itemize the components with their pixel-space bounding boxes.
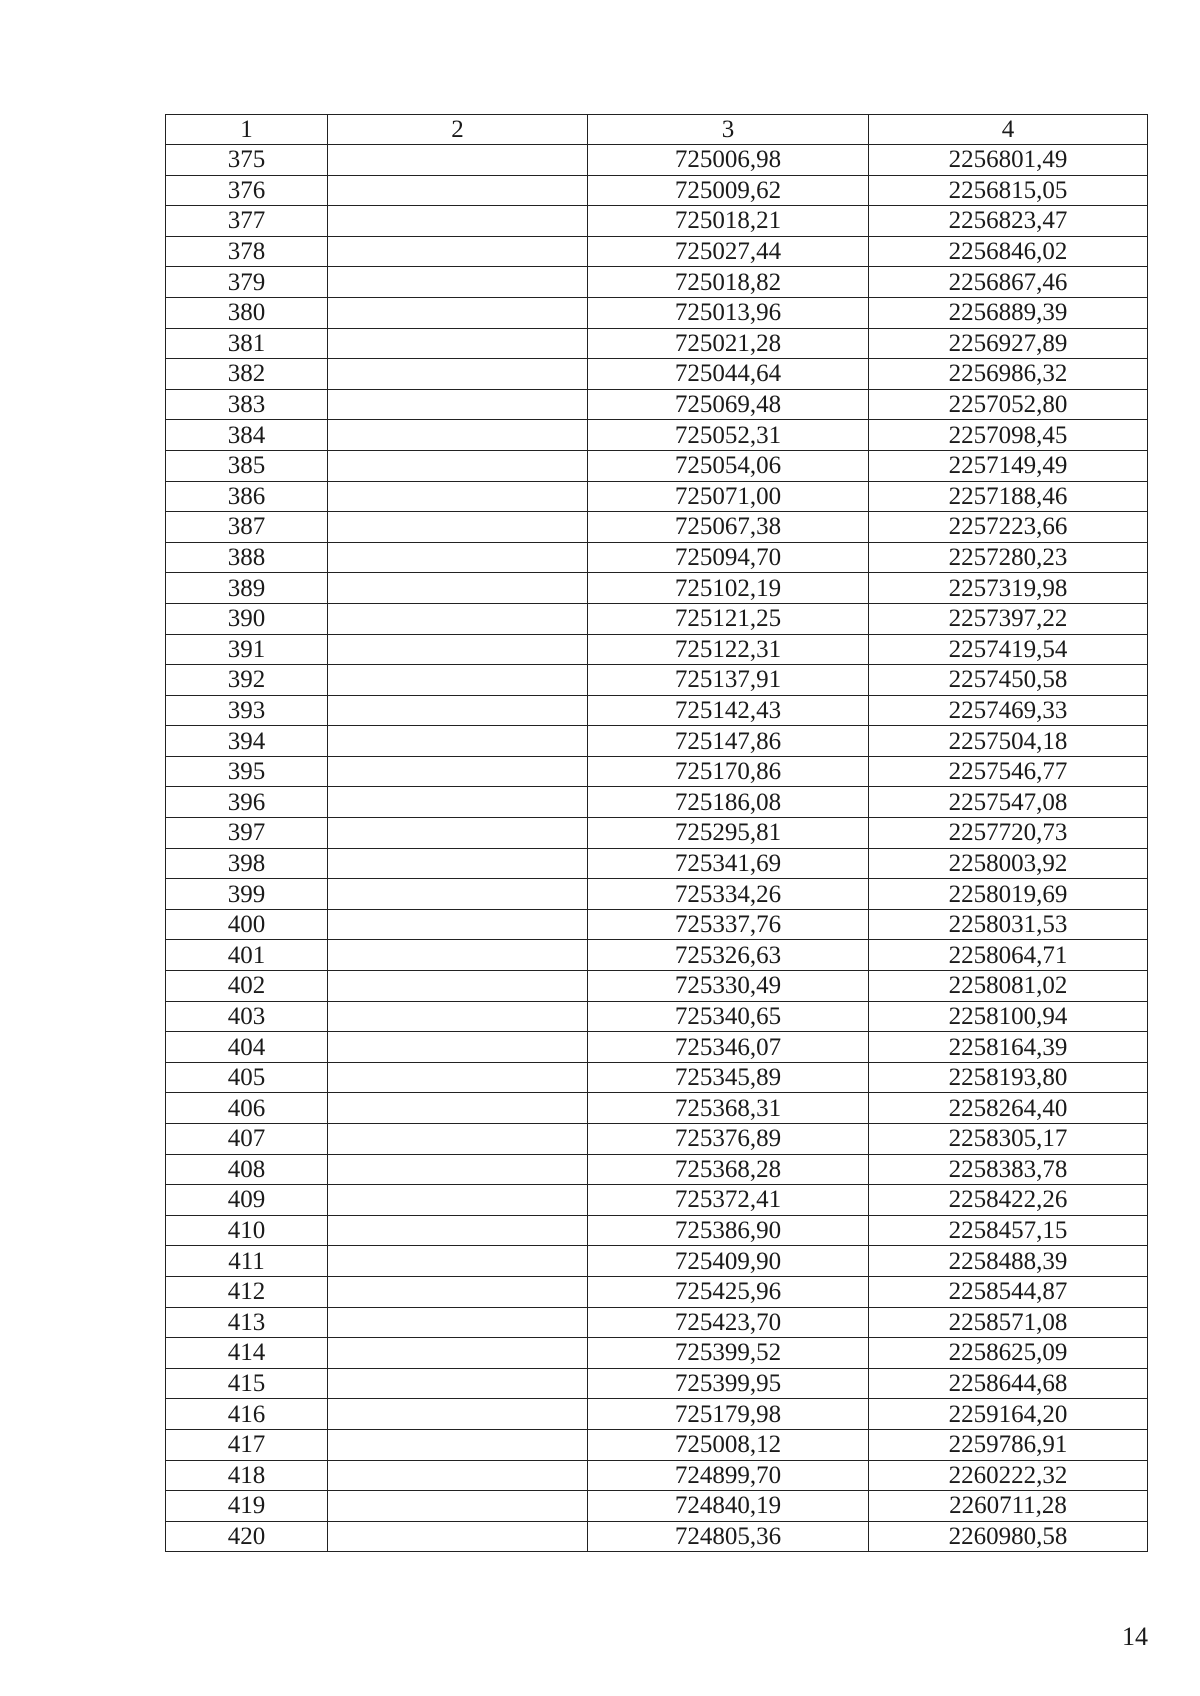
table-cell-col-3: 725006,98 (588, 145, 869, 176)
table-cell-col-2 (328, 787, 588, 818)
table-cell-col-1: 410 (166, 1215, 328, 1246)
table-cell-col-4: 2258264,40 (869, 1093, 1148, 1124)
table-cell-col-2 (328, 450, 588, 481)
table-cell-col-4: 2257504,18 (869, 726, 1148, 757)
table-cell-col-2 (328, 1429, 588, 1460)
table-cell-col-2 (328, 726, 588, 757)
table-row (166, 695, 1148, 726)
table-row (166, 940, 1148, 971)
table-row (166, 1276, 1148, 1307)
table-cell-col-2 (328, 420, 588, 451)
table-cell-col-3: 725346,07 (588, 1032, 869, 1063)
table-cell-col-1: 389 (166, 573, 328, 604)
table-cell-col-4: 2260222,32 (869, 1460, 1148, 1491)
table-cell-col-1: 375 (166, 145, 328, 176)
table-cell-col-2 (328, 1093, 588, 1124)
table-row (166, 1154, 1148, 1185)
table-cell-col-1: 409 (166, 1185, 328, 1216)
table-cell-col-4: 2258100,94 (869, 1001, 1148, 1032)
table-cell-col-4: 2256867,46 (869, 267, 1148, 298)
table-cell-col-3: 725295,81 (588, 818, 869, 849)
table-cell-col-2 (328, 1124, 588, 1155)
table-cell-col-3: 725409,90 (588, 1246, 869, 1277)
table-cell-col-4: 2257098,45 (869, 420, 1148, 451)
table-cell-col-2 (328, 1185, 588, 1216)
table-cell-col-1: 401 (166, 940, 328, 971)
table-cell-col-1: 390 (166, 603, 328, 634)
table-cell-col-3: 725337,76 (588, 909, 869, 940)
table-cell-col-4: 2258031,53 (869, 909, 1148, 940)
table-row (166, 848, 1148, 879)
table-cell-col-1: 415 (166, 1368, 328, 1399)
table-row (166, 145, 1148, 176)
table-cell-col-1: 384 (166, 420, 328, 451)
table-row (166, 1460, 1148, 1491)
table-cell-col-2 (328, 297, 588, 328)
table-cell-col-2 (328, 909, 588, 940)
table-row (166, 206, 1148, 237)
table-cell-col-2 (328, 1215, 588, 1246)
table-row (166, 1521, 1148, 1552)
table-cell-col-4: 2258644,68 (869, 1368, 1148, 1399)
table-cell-col-2 (328, 818, 588, 849)
table-cell-col-1: 395 (166, 756, 328, 787)
table-row (166, 1062, 1148, 1093)
table-cell-col-2 (328, 756, 588, 787)
table-cell-col-2 (328, 1460, 588, 1491)
table-cell-col-4: 2258081,02 (869, 971, 1148, 1002)
table-cell-col-4: 2257052,80 (869, 389, 1148, 420)
table-cell-col-4: 2257419,54 (869, 634, 1148, 665)
table-row (166, 297, 1148, 328)
table-cell-col-1: 386 (166, 481, 328, 512)
table-cell-col-1: 398 (166, 848, 328, 879)
table-row (166, 1368, 1148, 1399)
table-cell-col-2 (328, 1491, 588, 1522)
column-header-3: 3 (588, 115, 869, 145)
table-cell-col-4: 2258625,09 (869, 1338, 1148, 1369)
table-cell-col-1: 379 (166, 267, 328, 298)
table-cell-col-4: 2258571,08 (869, 1307, 1148, 1338)
table-cell-col-1: 412 (166, 1276, 328, 1307)
table-cell-col-3: 725399,95 (588, 1368, 869, 1399)
table-cell-col-3: 725345,89 (588, 1062, 869, 1093)
table-cell-col-3: 725334,26 (588, 879, 869, 910)
table-cell-col-1: 420 (166, 1521, 328, 1552)
table-row (166, 236, 1148, 267)
column-header-4: 4 (869, 115, 1148, 145)
table-row (166, 1032, 1148, 1063)
table-cell-col-1: 392 (166, 665, 328, 696)
table-cell-col-4: 2258003,92 (869, 848, 1148, 879)
table-cell-col-3: 725069,48 (588, 389, 869, 420)
table-cell-col-4: 2257280,23 (869, 542, 1148, 573)
table-cell-col-4: 2256927,89 (869, 328, 1148, 359)
table-cell-col-2 (328, 1276, 588, 1307)
table-cell-col-4: 2259786,91 (869, 1429, 1148, 1460)
table-cell-col-4: 2257547,08 (869, 787, 1148, 818)
table-cell-col-1: 391 (166, 634, 328, 665)
table-cell-col-2 (328, 695, 588, 726)
table-cell-col-3: 724899,70 (588, 1460, 869, 1491)
table-cell-col-2 (328, 1001, 588, 1032)
table-cell-col-4: 2258383,78 (869, 1154, 1148, 1185)
table-cell-col-4: 2257720,73 (869, 818, 1148, 849)
table-cell-col-1: 385 (166, 450, 328, 481)
table-cell-col-4: 2257469,33 (869, 695, 1148, 726)
table-cell-col-3: 725186,08 (588, 787, 869, 818)
table-cell-col-4: 2257188,46 (869, 481, 1148, 512)
table-row (166, 1001, 1148, 1032)
table-cell-col-1: 380 (166, 297, 328, 328)
table-cell-col-4: 2257397,22 (869, 603, 1148, 634)
table-row (166, 542, 1148, 573)
table-cell-col-3: 725147,86 (588, 726, 869, 757)
table-cell-col-3: 725142,43 (588, 695, 869, 726)
table-cell-col-3: 725330,49 (588, 971, 869, 1002)
table-cell-col-1: 418 (166, 1460, 328, 1491)
table-row (166, 267, 1148, 298)
table-cell-col-2 (328, 879, 588, 910)
table-row (166, 1491, 1148, 1522)
table-cell-col-4: 2257319,98 (869, 573, 1148, 604)
table-cell-col-3: 725170,86 (588, 756, 869, 787)
table-cell-col-1: 388 (166, 542, 328, 573)
table-cell-col-2 (328, 1154, 588, 1185)
table-cell-col-3: 725179,98 (588, 1399, 869, 1430)
table-cell-col-4: 2256846,02 (869, 236, 1148, 267)
table-row (166, 909, 1148, 940)
table-cell-col-4: 2260980,58 (869, 1521, 1148, 1552)
table-cell-col-2 (328, 542, 588, 573)
table-row (166, 1124, 1148, 1155)
table-cell-col-3: 724840,19 (588, 1491, 869, 1522)
table-cell-col-3: 725027,44 (588, 236, 869, 267)
table-row (166, 1246, 1148, 1277)
table-cell-col-2 (328, 940, 588, 971)
table-cell-col-1: 407 (166, 1124, 328, 1155)
table-cell-col-3: 725067,38 (588, 512, 869, 543)
table-cell-col-3: 725008,12 (588, 1429, 869, 1460)
table-cell-col-2 (328, 328, 588, 359)
table-cell-col-1: 405 (166, 1062, 328, 1093)
table-cell-col-4: 2256889,39 (869, 297, 1148, 328)
table-cell-col-1: 400 (166, 909, 328, 940)
table-cell-col-4: 2256815,05 (869, 175, 1148, 206)
table-cell-col-2 (328, 1368, 588, 1399)
table-cell-col-2 (328, 145, 588, 176)
table-cell-col-1: 378 (166, 236, 328, 267)
table-cell-col-4: 2258193,80 (869, 1062, 1148, 1093)
table-cell-col-1: 404 (166, 1032, 328, 1063)
table-cell-col-2 (328, 603, 588, 634)
table-row (166, 1093, 1148, 1124)
table-row (166, 328, 1148, 359)
table-row (166, 1399, 1148, 1430)
table-row (166, 1185, 1148, 1216)
table-cell-col-3: 725340,65 (588, 1001, 869, 1032)
table-row (166, 450, 1148, 481)
table-cell-col-2 (328, 359, 588, 390)
table-cell-col-1: 416 (166, 1399, 328, 1430)
table-row (166, 1429, 1148, 1460)
table-cell-col-2 (328, 1399, 588, 1430)
table-cell-col-3: 725372,41 (588, 1185, 869, 1216)
table-cell-col-1: 396 (166, 787, 328, 818)
table-cell-col-1: 383 (166, 389, 328, 420)
table-cell-col-1: 399 (166, 879, 328, 910)
table-cell-col-2 (328, 267, 588, 298)
table-cell-col-4: 2257223,66 (869, 512, 1148, 543)
table-cell-col-2 (328, 481, 588, 512)
table-cell-col-1: 402 (166, 971, 328, 1002)
table-row (166, 1307, 1148, 1338)
table-cell-col-1: 413 (166, 1307, 328, 1338)
table-cell-col-4: 2258064,71 (869, 940, 1148, 971)
table-cell-col-3: 725071,00 (588, 481, 869, 512)
table-cell-col-1: 406 (166, 1093, 328, 1124)
table-row (166, 971, 1148, 1002)
table-cell-col-2 (328, 512, 588, 543)
table-cell-col-3: 725137,91 (588, 665, 869, 696)
table-cell-col-2 (328, 1521, 588, 1552)
table-cell-col-1: 408 (166, 1154, 328, 1185)
table-cell-col-1: 394 (166, 726, 328, 757)
table-cell-col-3: 725368,28 (588, 1154, 869, 1185)
table-cell-col-4: 2258019,69 (869, 879, 1148, 910)
table-row (166, 359, 1148, 390)
table-row (166, 603, 1148, 634)
table-cell-col-2 (328, 971, 588, 1002)
table-row (166, 512, 1148, 543)
table-cell-col-2 (328, 573, 588, 604)
table-cell-col-1: 403 (166, 1001, 328, 1032)
table-row (166, 665, 1148, 696)
table-cell-col-3: 725052,31 (588, 420, 869, 451)
table-cell-col-2 (328, 1032, 588, 1063)
table-cell-col-1: 397 (166, 818, 328, 849)
table-cell-col-3: 725376,89 (588, 1124, 869, 1155)
table-row (166, 634, 1148, 665)
table-header-row (166, 115, 1148, 145)
table-row (166, 573, 1148, 604)
table-cell-col-1: 414 (166, 1338, 328, 1369)
table-cell-col-3: 725094,70 (588, 542, 869, 573)
table-cell-col-2 (328, 1307, 588, 1338)
table-cell-col-3: 724805,36 (588, 1521, 869, 1552)
table-row (166, 726, 1148, 757)
table-cell-col-4: 2258305,17 (869, 1124, 1148, 1155)
table-cell-col-3: 725044,64 (588, 359, 869, 390)
table-cell-col-3: 725341,69 (588, 848, 869, 879)
table-cell-col-3: 725018,21 (588, 206, 869, 237)
page-number: 14 (1122, 1622, 1148, 1651)
table-cell-col-4: 2256801,49 (869, 145, 1148, 176)
table-cell-col-3: 725368,31 (588, 1093, 869, 1124)
table-cell-col-3: 725326,63 (588, 940, 869, 971)
table-cell-col-4: 2260711,28 (869, 1491, 1148, 1522)
table-cell-col-1: 377 (166, 206, 328, 237)
table-cell-col-1: 419 (166, 1491, 328, 1522)
table-cell-col-2 (328, 634, 588, 665)
table-cell-col-4: 2256986,32 (869, 359, 1148, 390)
table-row (166, 481, 1148, 512)
table-cell-col-4: 2258457,15 (869, 1215, 1148, 1246)
table-cell-col-3: 725018,82 (588, 267, 869, 298)
table-row (166, 1338, 1148, 1369)
table-cell-col-1: 411 (166, 1246, 328, 1277)
table-row (166, 756, 1148, 787)
table-cell-col-2 (328, 1246, 588, 1277)
table-cell-col-4: 2257546,77 (869, 756, 1148, 787)
table-cell-col-3: 725423,70 (588, 1307, 869, 1338)
table-cell-col-2 (328, 848, 588, 879)
table-cell-col-1: 417 (166, 1429, 328, 1460)
table-cell-col-3: 725013,96 (588, 297, 869, 328)
table-cell-col-4: 2258164,39 (869, 1032, 1148, 1063)
table-row (166, 1215, 1148, 1246)
table-cell-col-3: 725399,52 (588, 1338, 869, 1369)
table-cell-col-1: 382 (166, 359, 328, 390)
table-cell-col-3: 725121,25 (588, 603, 869, 634)
table-cell-col-4: 2258488,39 (869, 1246, 1148, 1277)
table-row (166, 420, 1148, 451)
column-header-2: 2 (328, 115, 588, 145)
table-cell-col-3: 725102,19 (588, 573, 869, 604)
table-cell-col-3: 725021,28 (588, 328, 869, 359)
table-cell-col-2 (328, 665, 588, 696)
table-row (166, 175, 1148, 206)
table-cell-col-3: 725425,96 (588, 1276, 869, 1307)
table-cell-col-4: 2259164,20 (869, 1399, 1148, 1430)
table-cell-col-2 (328, 389, 588, 420)
table-cell-col-2 (328, 175, 588, 206)
table-cell-col-3: 725009,62 (588, 175, 869, 206)
table-cell-col-1: 381 (166, 328, 328, 359)
table-cell-col-2 (328, 236, 588, 267)
table-cell-col-4: 2258422,26 (869, 1185, 1148, 1216)
table-cell-col-4: 2257149,49 (869, 450, 1148, 481)
table-cell-col-4: 2256823,47 (869, 206, 1148, 237)
table-cell-col-2 (328, 1062, 588, 1093)
table-cell-col-1: 393 (166, 695, 328, 726)
table-cell-col-1: 387 (166, 512, 328, 543)
coordinates-table (165, 114, 1148, 1552)
table-cell-col-1: 376 (166, 175, 328, 206)
table-cell-col-3: 725386,90 (588, 1215, 869, 1246)
column-header-1: 1 (166, 115, 328, 145)
table-cell-col-4: 2258544,87 (869, 1276, 1148, 1307)
table-row (166, 787, 1148, 818)
table-cell-col-3: 725054,06 (588, 450, 869, 481)
table-cell-col-2 (328, 1338, 588, 1369)
table-cell-col-4: 2257450,58 (869, 665, 1148, 696)
table-cell-col-2 (328, 206, 588, 237)
table-row (166, 818, 1148, 849)
table-cell-col-3: 725122,31 (588, 634, 869, 665)
table-row (166, 389, 1148, 420)
table-body (166, 145, 1148, 1552)
table-row (166, 879, 1148, 910)
